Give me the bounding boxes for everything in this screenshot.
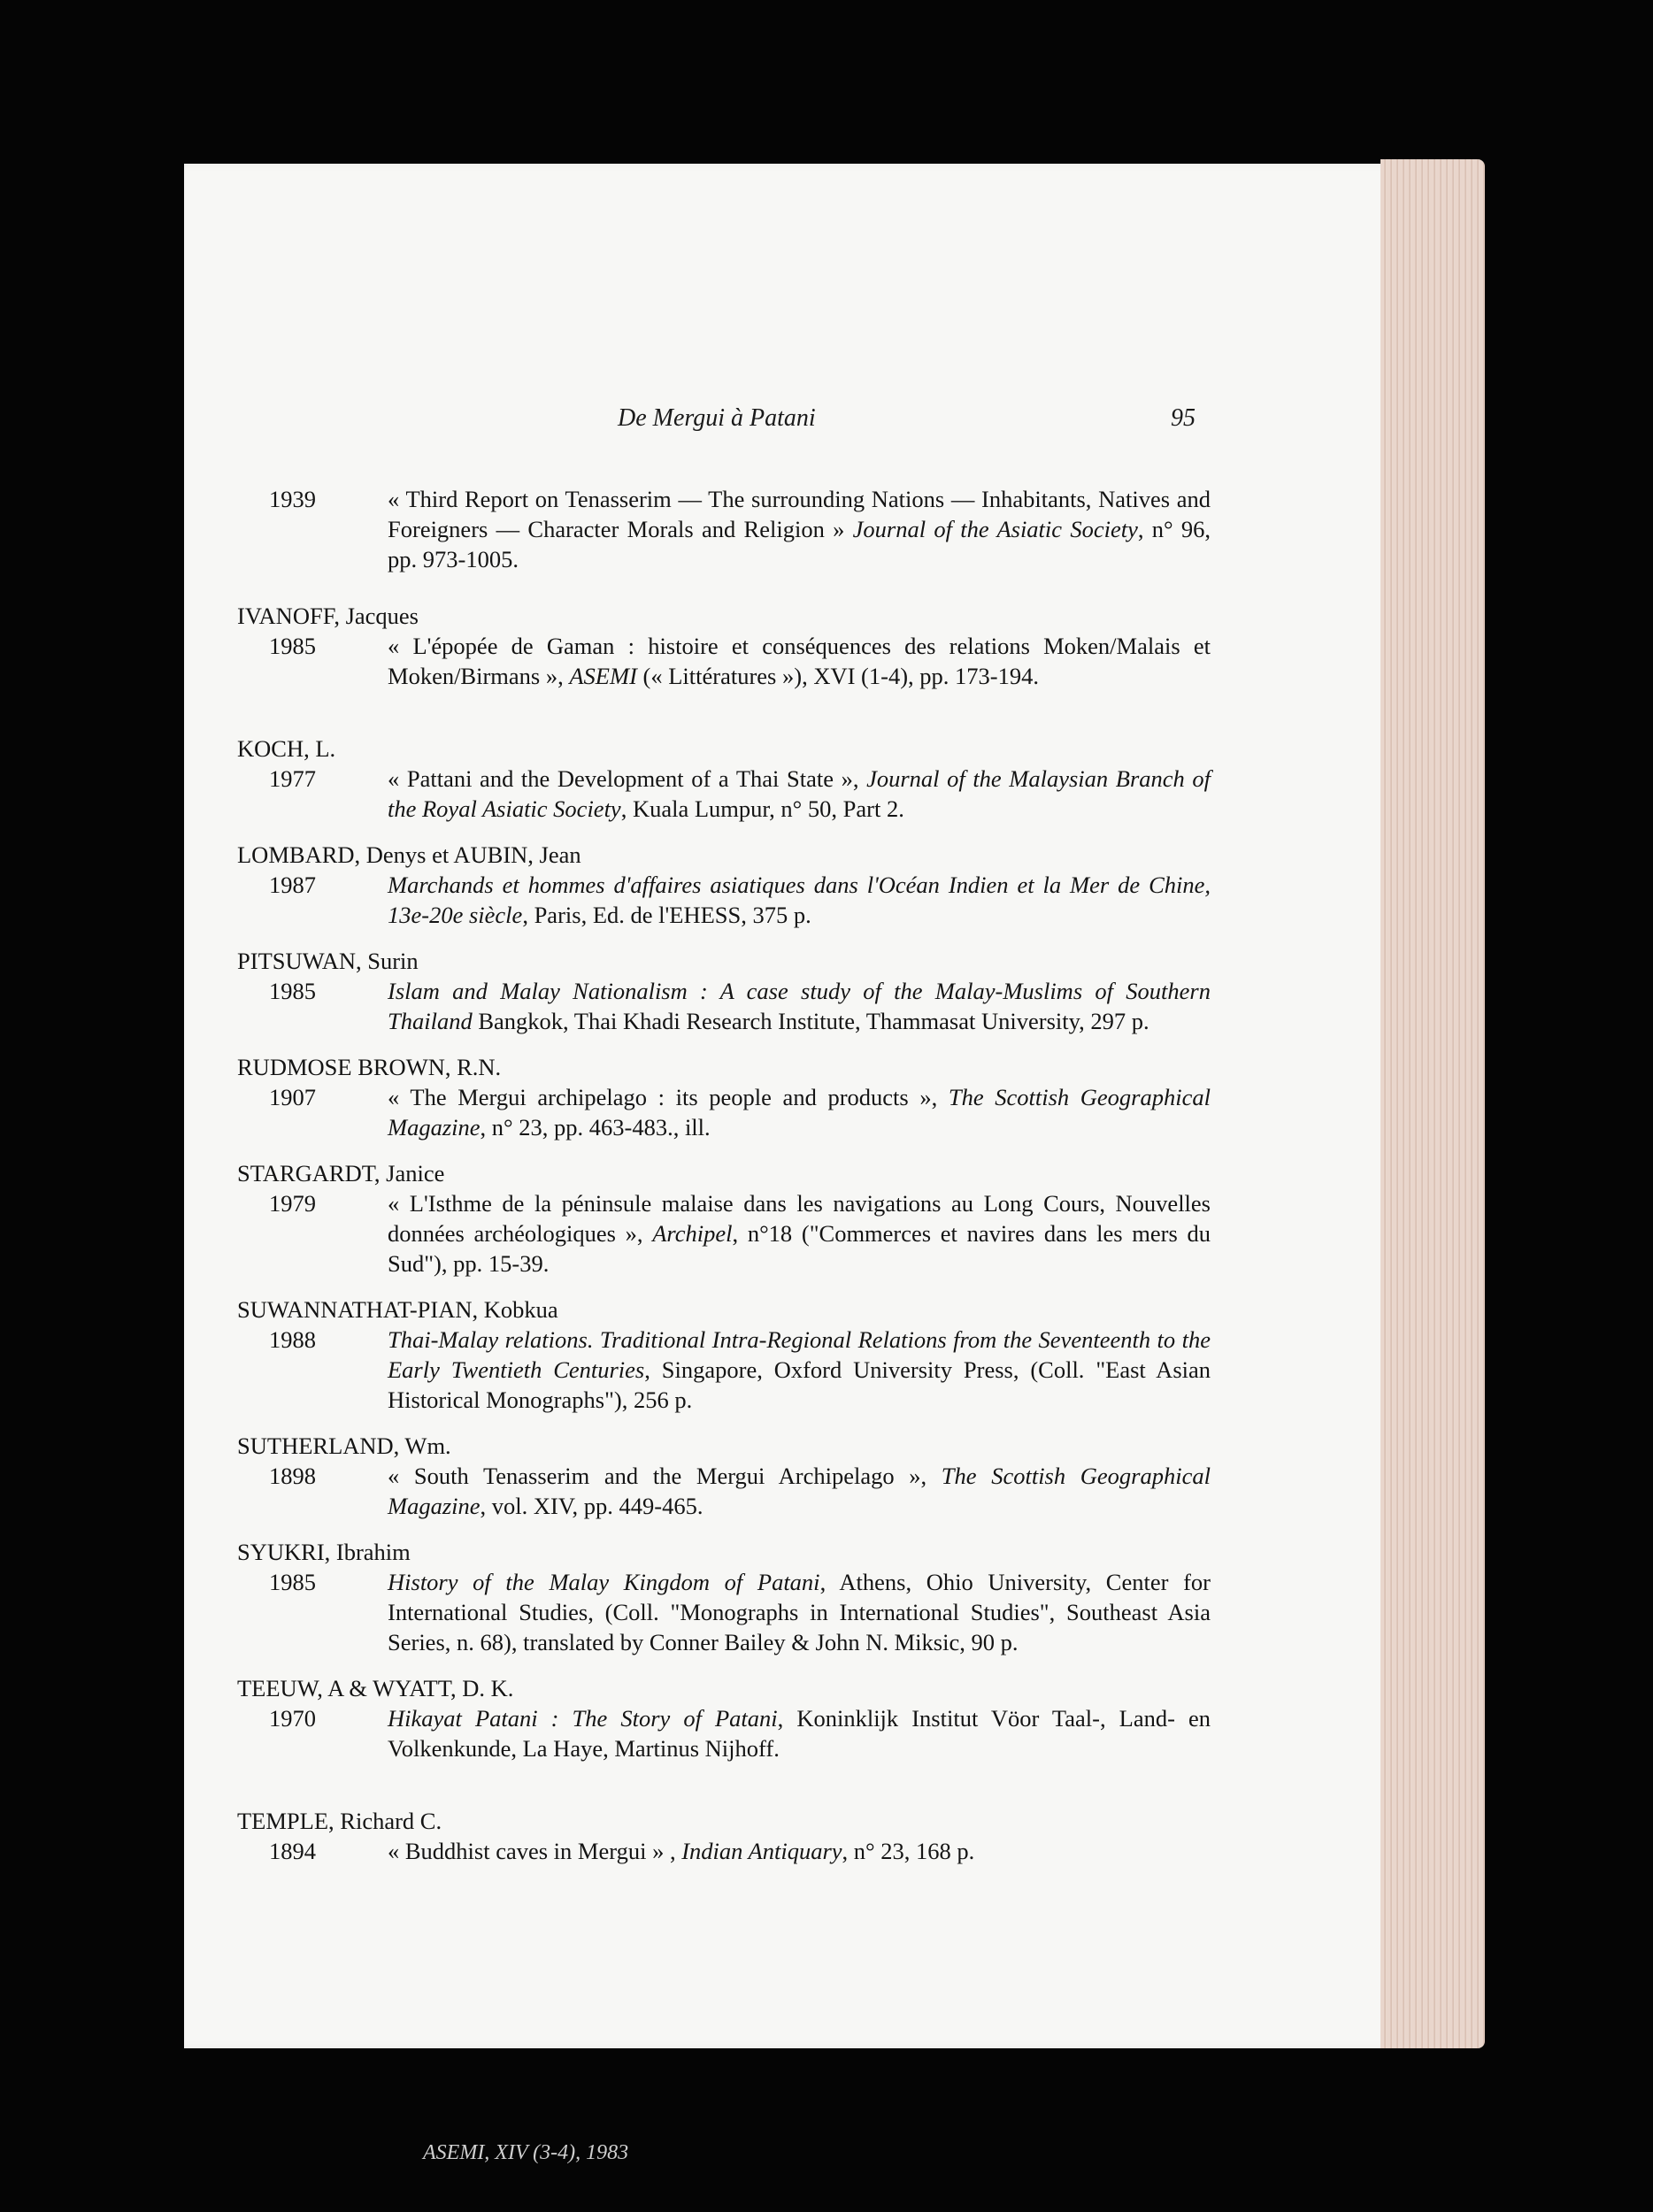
entry-item: [237, 1567, 1211, 1657]
entry-item: [237, 870, 1211, 930]
entry-item: [237, 1188, 1211, 1279]
entry-item: [237, 1836, 1211, 1866]
citation-title: Journal of the Malaysian Branch of the Royal Asiatic Society: [388, 765, 1211, 822]
entry-author: TEMPLE, Richard C.: [237, 1808, 442, 1834]
citation-title: Indian Antiquary: [681, 1838, 842, 1864]
entry-citation: [388, 1567, 1211, 1657]
citation-text: , n° 23, 168 p.: [842, 1838, 975, 1864]
citation-text: « L'épopée de Gaman : histoire et conséquences des relations Moken/Malais et Moken/Birmans »,: [388, 633, 1211, 689]
entry-author: IVANOFF, Jacques: [237, 603, 419, 629]
entry-spacer: [237, 574, 1211, 601]
entry-spacer: [237, 1763, 1211, 1806]
entry-author: SUWANNATHAT-PIAN, Kobkua: [237, 1296, 558, 1323]
entry-citation: [388, 1082, 1211, 1142]
page-header: [184, 404, 1396, 440]
bibliography-entry: [237, 733, 1211, 824]
bibliography-entry: [237, 1052, 1211, 1142]
bibliography-entry: [237, 601, 1211, 691]
entry-spacer: [237, 930, 1211, 946]
citation-title: Thai-Malay relations. Traditional Intra-Regional Relations from the Seventeenth to the Early Twentieth Centuries: [388, 1326, 1211, 1383]
entry-author: RUDMOSE BROWN, R.N.: [237, 1054, 502, 1080]
entry-year: 1898: [269, 1463, 316, 1489]
entry-year: 1987: [269, 872, 316, 898]
citation-title: Marchands et hommes d'affaires asiatiques dans l'Océan Indien et la Mer de Chine, 13e-20e siècle: [388, 872, 1211, 928]
citation-title: Journal of the Asiatic Society: [852, 516, 1138, 542]
entry-author: SYUKRI, Ibrahim: [237, 1539, 411, 1565]
entry-year: 1907: [269, 1084, 316, 1110]
entry-spacer: [237, 824, 1211, 840]
entry-citation: [388, 1836, 1211, 1866]
citation-text: , n°18 ("Commerces et navires dans les mers du Sud"), pp. 15-39.: [388, 1220, 1211, 1277]
bibliography-entry: [237, 484, 1211, 574]
citation-text: (« Littératures »), XVI (1-4), pp. 173-194.: [636, 663, 1039, 689]
show-through-footer: ASEMI, XIV (3-4), 1983: [423, 2141, 629, 2164]
bibliography-entry: [237, 1673, 1211, 1763]
citation-text: , vol. XIV, pp. 449-465.: [480, 1493, 703, 1519]
bibliography-entry: [237, 840, 1211, 930]
entry-year: 1894: [269, 1838, 316, 1864]
bibliography-entry: [237, 1537, 1211, 1657]
citation-title: ASEMI: [569, 663, 637, 689]
citation-text: , n° 96, pp. 973-1005.: [388, 516, 1211, 572]
citation-text: « Buddhist caves in Mergui » ,: [388, 1838, 682, 1864]
citation-title: Archipel: [652, 1220, 733, 1247]
entry-citation: [388, 1703, 1211, 1763]
entry-author: STARGARDT, Janice: [237, 1160, 445, 1187]
entry-author: KOCH, L.: [237, 735, 336, 762]
entry-year: 1988: [269, 1326, 316, 1353]
entry-author: SUTHERLAND, Wm.: [237, 1432, 451, 1459]
entry-spacer: [237, 1657, 1211, 1673]
entry-citation: [388, 1188, 1211, 1279]
bibliography-entry: [237, 1431, 1211, 1521]
entry-spacer: [237, 1415, 1211, 1431]
citation-text: , Kuala Lumpur, n° 50, Part 2.: [620, 795, 904, 822]
citation-text: Bangkok, Thai Khadi Research Institute, Thammasat University, 297 p.: [472, 1008, 1149, 1034]
bibliography-list: [237, 484, 1211, 1866]
entry-citation: [388, 1461, 1211, 1521]
citation-text: , Koninklijk Institut Vöor Taal-, Land- en Volkenkunde, La Haye, Martinus Nijhoff.: [388, 1705, 1211, 1762]
bibliography-entry: [237, 1806, 1211, 1866]
entry-citation: [388, 1325, 1211, 1415]
citation-text: « Pattani and the Development of a Thai State »,: [388, 765, 867, 792]
entry-spacer: [237, 691, 1211, 733]
citation-text: , Singapore, Oxford University Press, (Coll. "East Asian Historical Monographs"), 256 p.: [388, 1356, 1211, 1413]
bibliography-entry: [237, 1294, 1211, 1415]
entry-spacer: [237, 1521, 1211, 1537]
citation-title: Hikayat Patani : The Story of Patani: [388, 1705, 778, 1732]
entry-item: [237, 764, 1211, 824]
citation-text: , Paris, Ed. de l'EHESS, 375 p.: [522, 902, 811, 928]
page-edges: [1380, 159, 1485, 2048]
citation-title: The Scottish Geographical Magazine: [388, 1084, 1211, 1141]
running-title: De Mergui à Patani: [618, 404, 816, 432]
citation-text: « South Tenasserim and the Mergui Archipelago »,: [388, 1463, 942, 1489]
entry-item: [237, 1325, 1211, 1415]
entry-item: [237, 976, 1211, 1036]
citation-text: « The Mergui archipelago : its people and products »,: [388, 1084, 949, 1110]
entry-year: 1979: [269, 1190, 316, 1217]
entry-year: 1985: [269, 1569, 316, 1595]
citation-text: « L'Isthme de la péninsule malaise dans les navigations au Long Cours, Nouvelles données archéologiques »,: [388, 1190, 1211, 1247]
entry-item: [237, 1703, 1211, 1763]
bibliography-entry: [237, 1158, 1211, 1279]
entry-item: [237, 1461, 1211, 1521]
entry-author: TEEUW, A & WYATT, D. K.: [237, 1675, 514, 1701]
book-page: [184, 164, 1396, 2164]
entry-author: PITSUWAN, Surin: [237, 948, 419, 974]
entry-year: 1985: [269, 978, 316, 1004]
citation-title: The Scottish Geographical Magazine: [388, 1463, 1211, 1519]
citation-text: , Athens, Ohio University, Center for International Studies, (Coll. "Monographs in International Studies", Southeast Asia Series, n. 68), translated by Conner Bailey & John N. Miksic, 90 p.: [388, 1569, 1211, 1655]
entry-spacer: [237, 1142, 1211, 1158]
entry-spacer: [237, 1036, 1211, 1052]
citation-text: , n° 23, pp. 463-483., ill.: [480, 1114, 711, 1141]
citation-text: « Third Report on Tenasserim — The surrounding Nations — Inhabitants, Natives and Foreigners — Character Morals and Religion »: [388, 486, 1211, 542]
entry-citation: [388, 870, 1211, 930]
citation-title: History of the Malay Kingdom of Patani: [388, 1569, 820, 1595]
entry-year: 1970: [269, 1705, 316, 1732]
entry-year: 1939: [269, 486, 316, 512]
entry-citation: [388, 976, 1211, 1036]
entry-spacer: [237, 1279, 1211, 1294]
entry-citation: [388, 484, 1211, 574]
bibliography-entry: [237, 946, 1211, 1036]
entry-item: [237, 1082, 1211, 1142]
entry-citation: [388, 764, 1211, 824]
entry-year: 1977: [269, 765, 316, 792]
entry-author: LOMBARD, Denys et AUBIN, Jean: [237, 841, 581, 868]
page-number: 95: [1171, 404, 1196, 432]
entry-item: [237, 631, 1211, 691]
citation-title: Islam and Malay Nationalism : A case study of the Malay-Muslims of Southern Thailand: [388, 978, 1211, 1034]
entry-item: [237, 484, 1211, 574]
entry-citation: [388, 631, 1211, 691]
entry-year: 1985: [269, 633, 316, 659]
